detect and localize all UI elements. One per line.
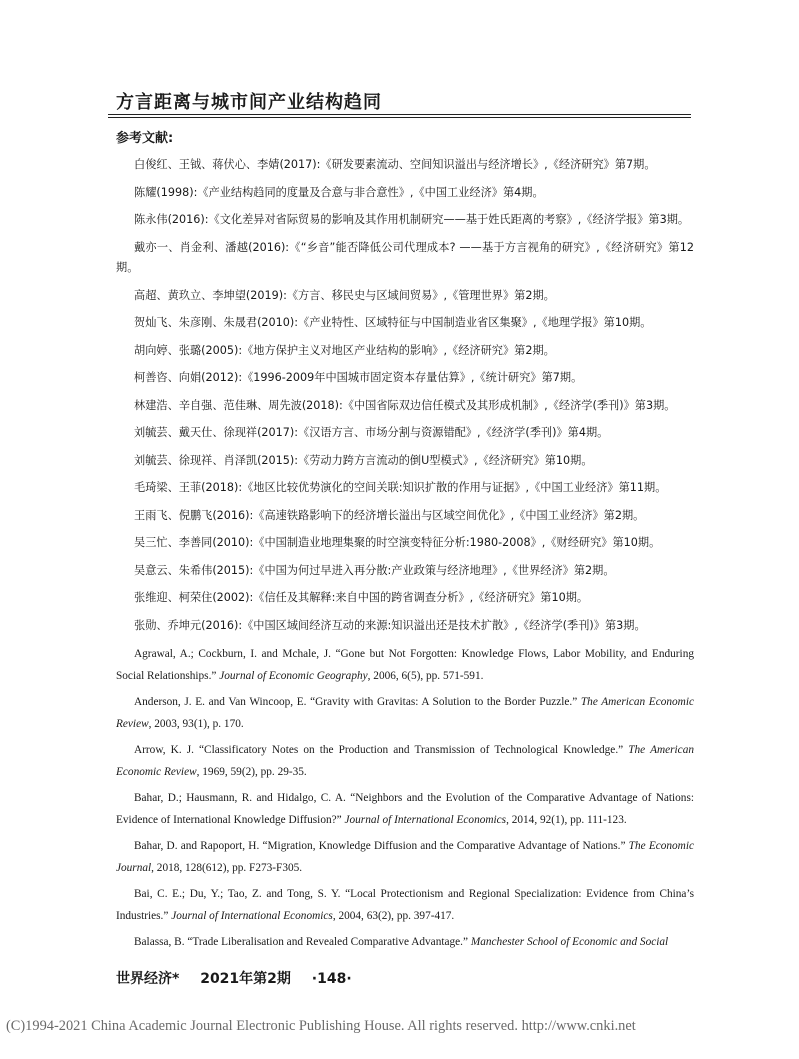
reference-item: 高超、黄玖立、李坤望(2019):《方言、移民史与区域间贸易》,《管理世界》第2期。	[134, 288, 555, 302]
reference-item: 贺灿飞、朱彦刚、朱晟君(2010):《产业特性、区域特征与中国制造业省区集聚》,《地理学报》第10期。	[134, 316, 652, 329]
reference-item: 张勋、乔坤元(2016):《中国区域间经济互动的来源:知识溢出还是技术扩散》,《经济学(季刊)》第3期。	[134, 618, 646, 632]
footer-journal: 世界经济*	[116, 971, 180, 987]
reference-item	[116, 835, 694, 879]
references-title: 参考文献:	[116, 131, 174, 146]
journal-name: The Economic Journal	[116, 840, 694, 874]
reference-item	[116, 931, 694, 953]
journal-name: Journal of International Economics	[344, 814, 507, 826]
reference-item: 陈永伟(2016):《文化差异对省际贸易的影响及其作用机制研究——基于姓氏距离的考察》,《经济学报》第3期。	[134, 213, 690, 226]
reference-item: 刘毓芸、戴天仕、徐现祥(2017):《汉语方言、市场分割与资源错配》,《经济学(季刊)》第4期。	[134, 426, 609, 439]
reference-details: , 2006, 6(5), pp. 571-591.	[367, 670, 484, 682]
reference-text: Bahar, D.; Hausmann, R. and Hidalgo, C. A. “Neighbors and the Evolution of the Comparative Advantage of Nations: Evidence of International Knowledge Diffusion?”	[116, 792, 694, 826]
reference-details: , 2014, 92(1), pp. 111-123.	[506, 814, 627, 826]
page-footer	[116, 968, 368, 988]
journal-name: The American Economic Review	[116, 744, 694, 778]
reference-text: Anderson, J. E. and Van Wincoop, E. “Gravity with Gravitas: A Solution to the Border Puzzle.”	[134, 696, 581, 708]
journal-name: Journal of Economic Geography	[219, 670, 368, 682]
reference-item: 陈耀(1998):《产业结构趋同的度量及合意与非合意性》,《中国工业经济》第4期。	[134, 185, 544, 199]
reference-item: 柯善咨、向娟(2012):《1996-2009年中国城市固定资本存量估算》,《统计研究》第7期。	[134, 371, 583, 384]
references-section	[116, 131, 694, 957]
running-title: 方言距离与城市间产业结构趋同	[116, 92, 382, 113]
reference-item	[116, 739, 694, 783]
copyright-watermark: (C)1994-2021 China Academic Journal Electronic Publishing House. All rights reserved. http://www.cnki.net	[6, 1018, 636, 1034]
reference-text: Arrow, K. J. “Classificatory Notes on the Production and Transmission of Technological Knowledge.”	[134, 744, 629, 756]
header-rule	[108, 114, 691, 115]
header-rule-double	[108, 117, 691, 118]
reference-item: 王雨飞、倪鹏飞(2016):《高速铁路影响下的经济增长溢出与区域空间优化》,《中国工业经济》第2期。	[134, 508, 645, 522]
reference-details: , 2003, 93(1), p. 170.	[148, 718, 244, 730]
journal-name: Journal of International Economics	[171, 910, 333, 922]
reference-details: , 2004, 63(2), pp. 397-417.	[332, 910, 455, 922]
reference-details: , 1969, 59(2), pp. 29-35.	[196, 766, 307, 778]
reference-item	[116, 787, 694, 831]
footer-page-number: ·148·	[311, 971, 352, 987]
reference-item: 张维迎、柯荣住(2002):《信任及其解释:来自中国的跨省调查分析》,《经济研究》第10期。	[134, 591, 589, 604]
footer-issue: 2021年第2期	[200, 971, 291, 987]
reference-item: 林建浩、辛自强、范佳琳、周先波(2018):《中国省际双边信任模式及其形成机制》,《经济学(季刊)》第3期。	[134, 398, 676, 412]
reference-item: 吴意云、朱希伟(2015):《中国为何过早进入再分散:产业政策与经济地理》,《世界经济》第2期。	[134, 563, 615, 577]
reference-item: 刘毓芸、徐现祥、肖泽凯(2015):《劳动力跨方言流动的倒U型模式》,《经济研究》第10期。	[134, 453, 593, 467]
reference-item: 毛琦梁、王菲(2018):《地区比较优势演化的空间关联:知识扩散的作用与证据》,《中国工业经济》第11期。	[134, 481, 667, 494]
reference-item: 吴三忙、李善同(2010):《中国制造业地理集聚的时空演变特征分析:1980-2008》,《财经研究》第10期。	[134, 536, 661, 549]
reference-details: , 2018, 128(612), pp. F273-F305.	[151, 862, 303, 874]
chinese-references	[116, 155, 694, 636]
journal-name: The American Economic Review	[116, 696, 694, 730]
reference-item	[116, 691, 694, 735]
reference-item: 胡向婷、张璐(2005):《地方保护主义对地区产业结构的影响》,《经济研究》第2期。	[134, 343, 555, 357]
reference-item: 戴亦一、肖金利、潘越(2016):《“乡音”能否降低公司代理成本? ——基于方言视角的研究》,《经济研究》第12期。	[116, 240, 694, 274]
reference-item	[116, 643, 694, 687]
english-references	[116, 643, 694, 953]
journal-name: Manchester School of Economic and Social	[470, 936, 669, 948]
reference-text: Bahar, D. and Rapoport, H. “Migration, Knowledge Diffusion and the Comparative Advantage of Nations.”	[134, 840, 629, 852]
reference-text: Agrawal, A.; Cockburn, I. and Mchale, J. “Gone but Not Forgotten: Knowledge Flows, Labor Mobility, and Enduring Social Relationships.”	[116, 648, 694, 682]
reference-text: Balassa, B. “Trade Liberalisation and Revealed Comparative Advantage.”	[134, 936, 471, 948]
reference-item	[116, 883, 694, 927]
reference-text: Bai, C. E.; Du, Y.; Tao, Z. and Tong, S. Y. “Local Protectionism and Regional Specialization: Evidence from China’s Industries.”	[116, 888, 694, 922]
reference-item: 白俊红、王钺、蒋伏心、李婧(2017):《研发要素流动、空间知识溢出与经济增长》,《经济研究》第7期。	[134, 158, 656, 171]
